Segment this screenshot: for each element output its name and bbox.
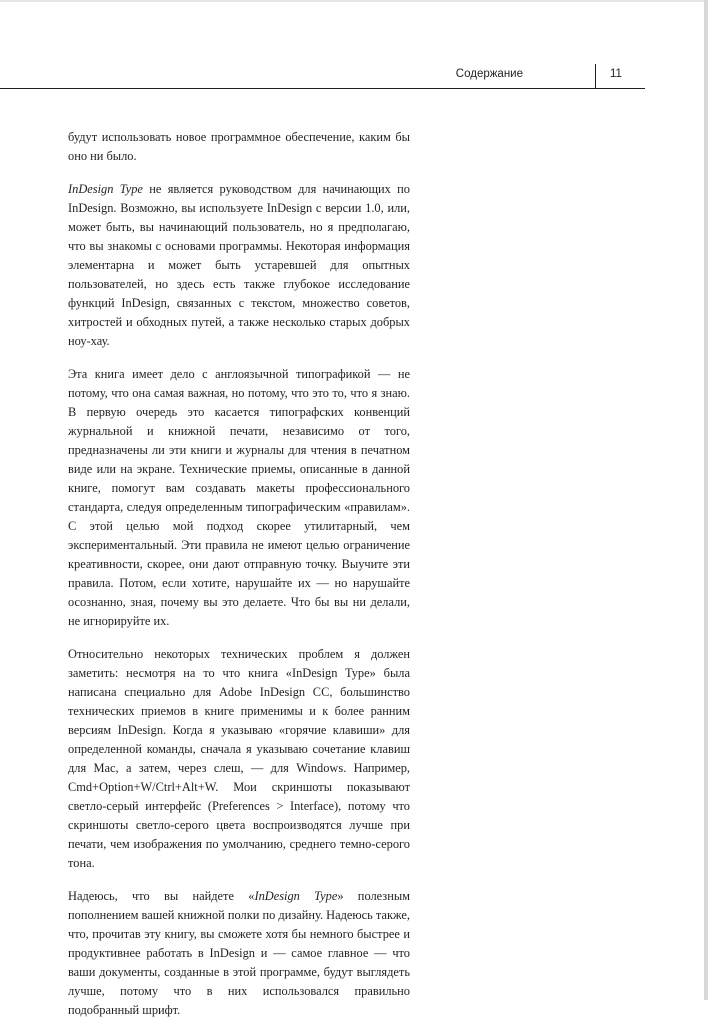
paragraph-5 [68,887,410,1020]
paragraph-5-text: » полезным пополнением вашей книжной полки по дизайну. Надеюсь также, что, прочитав эту книгу, вы сможете хотя бы немного быстрее и продуктивнее работать в InDesign и — самое главное — что ваши документы, созданные в этой программе, будут выглядеть лучше, потому что в них использовался правильно подобранный шрифт. [68,889,410,1017]
paragraph-4-text: Относительно некоторых технических проблем я должен заметить: несмотря на то что книга «InDesign Type» была написана специально для Adobe InDesign CC, большинство технических приемов в книге применимы и к более ранним версиям InDesign. Когда я указываю «горячие клавиши» для определенной команды, сначала я указываю сочетание клавиш для Mac, а затем, через слеш, — для Windows. Например, Cmd+Option+W/Ctrl+Alt+W. Мои скриншоты показывают светло-серый интерфейс (Preferences > Interface), потому что скриншоты светло-серого цвета воспроизводятся лучше при печати, чем изображения по умолчанию, среднего темно-серого тона. [68,647,410,870]
book-title-italic: InDesign Type [254,889,338,903]
paragraph-3-text: Эта книга имеет дело с англоязычной типографикой — не потому, что она самая важная, но потому, что это то, что я знаю. В первую очередь это касается типографских конвенций журнальной и книжной печати, независимо от того, предназначены ли эти книги и журналы для чтения в печатном виде или на экране. Технические приемы, описанные в данной книге, помогут вам создавать макеты профессионального стандарта, следуя определенным типографическим «правилам». С этой целью мой подход скорее утилитарный, чем экспериментальный. Эти правила не имеют целью ограничение креативности, скорее, они дают отправную точку. Выучите эти правила. Потом, если хотите, нарушайте их — но нарушайте осознанно, зная, почему вы это делаете. Что бы вы ни делали, не игнорируйте их. [68,367,410,628]
page-right-edge [704,0,708,1000]
body-text [68,128,410,1034]
paragraph-3 [68,365,410,631]
paragraph-2-text: не является руководством для начинающих по InDesign. Возможно, вы используете InDesign с версии 1.0, или, может быть, вы начинающий пользователь, но я предполагаю, что вы знакомы с основами программы. Некоторая информация элементарна и может быть устаревшей для опытных пользователей, но здесь есть также глубокое исследование функций InDesign, связанных с текстом, множество советов, хитростей и обходных путей, а также несколько старых добрых ноу-хау. [68,182,411,348]
paragraph-2 [68,180,410,351]
book-title-italic: InDesign Type [68,182,143,196]
section-title: Содержание [455,68,523,80]
header-rule [0,88,645,89]
page-number: 11 [610,68,622,80]
paragraph-1 [68,128,410,166]
page-top-edge [0,0,708,2]
header-divider [595,64,596,89]
paragraph-5-lead: Надеюсь, что вы найдете « [68,889,255,903]
paragraph-4 [68,645,410,873]
paragraph-1-text: будут использовать новое программное обеспечение, каким бы оно ни было. [68,130,410,163]
running-head [0,64,645,90]
